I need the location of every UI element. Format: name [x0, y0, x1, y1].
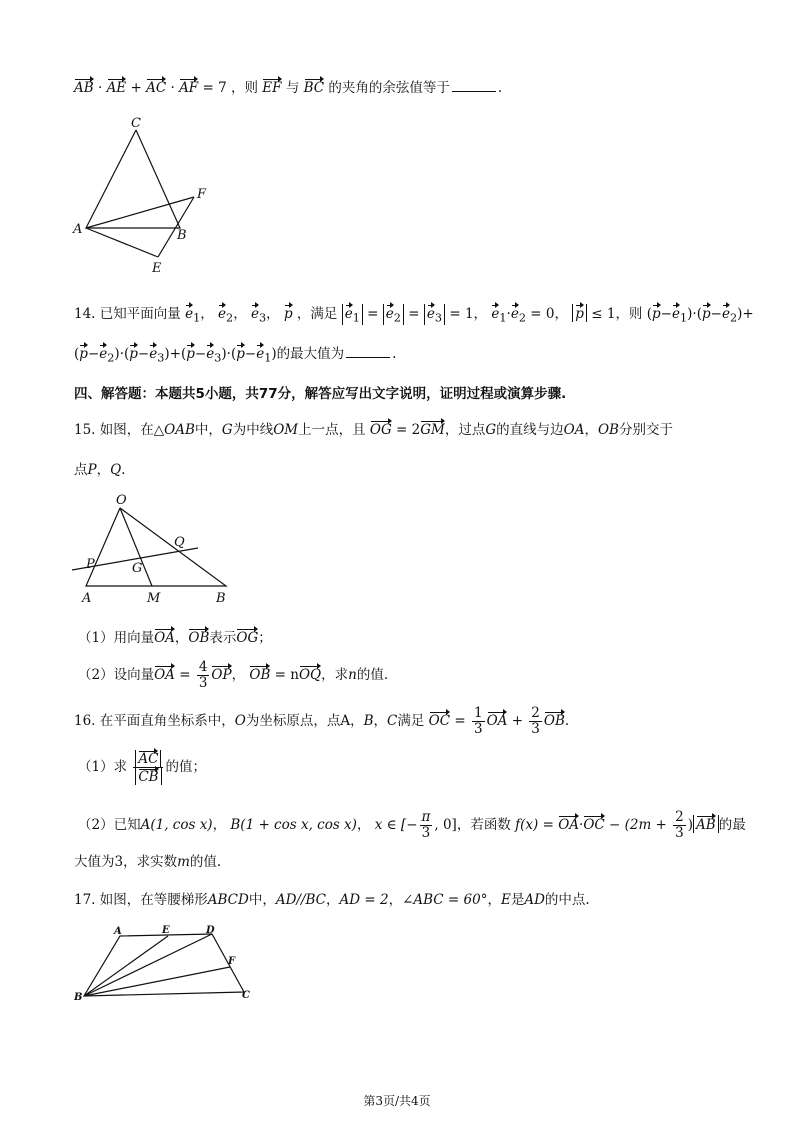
label-f: F — [197, 187, 207, 202]
section-heading: 四、解答题：本题共5小题，共77分，解答应写出文字说明，证明过程或演算步骤. — [74, 386, 567, 402]
label-b: B — [74, 992, 83, 1003]
answer-blank — [346, 357, 390, 358]
vec-e3: e — [251, 306, 259, 322]
vec-gm: GM — [420, 422, 445, 438]
segment-ae — [86, 228, 158, 257]
vec-ae: AE — [106, 80, 127, 96]
vec-ab: AB — [74, 80, 94, 96]
label-c: C — [242, 990, 250, 1001]
q16-part1: （1）求 $\frac{AC}{CB}$ 的值； — [78, 751, 206, 785]
label-a: A — [114, 926, 122, 937]
q13-text2: 与 — [285, 80, 300, 96]
q14-line1: 14. 已知平面向量 $e_1$， $e_2$， $e_3$， p ，满足 $e_1 = e_2 = e_3 = 1$， $e_1\cdot e_2 = 0$， p ≤ 1，则 $(p-e_1)\cdot(p-e_2)+$ — [74, 306, 754, 325]
vec-ac: AC — [146, 80, 167, 96]
label-c: C — [131, 116, 141, 131]
label-a: A — [82, 591, 92, 606]
label-d: D — [206, 925, 215, 936]
eq-tail: = 7 — [202, 80, 227, 96]
q13-text1: ，则 — [230, 80, 258, 96]
q15-part2: （2）设向量OA = $\frac{4}{3}$ OP， OB = nOQ，求n的值. — [78, 659, 389, 691]
q15-figure — [68, 490, 248, 608]
triangle-abc — [86, 130, 180, 228]
q16-line1: 16. 在平面直角坐标系中，O为坐标原点，点A，B，C满足 OC = $\frac{1}{3}$ OA + $\frac{2}{3}$ OB. — [74, 705, 570, 737]
q14-satisfy: ，满足 — [296, 306, 338, 322]
label-q: Q — [174, 535, 185, 550]
label-f: F — [228, 956, 236, 967]
label-b: B — [216, 591, 226, 606]
triangle-oab — [86, 508, 226, 586]
vec-og: OG — [369, 422, 392, 438]
vec-e1: e — [185, 306, 194, 322]
q13-text3: 的夹角的余弦值等于 — [328, 80, 450, 96]
vec-af: AF — [179, 80, 199, 96]
q16-line3: 大值为3，求实数m的值. — [74, 854, 222, 870]
segment-bf — [84, 967, 230, 996]
q16-part2: （2）已知A(1, cos x)， B(1 + cos x, cos x)， x ∈ [− $\frac{\pi}{3}$ , 0]，若函数 f(x) = OA·OC − (2m + $\frac{2}{3}$ ) AB 的最 — [78, 809, 746, 841]
label-e: E — [162, 925, 170, 936]
q17-line1: 17. 如图，在等腰梯形ABCD中，AD//BC，AD = 2，∠ABC = 60°，E是AD的中点. — [74, 892, 590, 908]
q15-line1: 15. 如图，在△OAB中，G为中线OM上一点，且 OG = 2GM，过点G的直线与边OA，OB分别交于 — [74, 422, 673, 438]
label-p: P — [86, 557, 95, 572]
q14-max-text: 的最大值为 — [276, 346, 345, 362]
label-m: M — [147, 591, 161, 606]
vec-ef: EF — [262, 80, 282, 96]
answer-blank — [452, 91, 496, 92]
q14-number: 14. 已知平面向量 — [74, 306, 181, 322]
label-g: G — [132, 561, 143, 576]
vec-e2: e — [218, 306, 227, 322]
q14-line2: $(p-e_2)\cdot(p-e_3)+(p-e_3)\cdot(p-e_1)$的最大值为 . — [74, 346, 397, 365]
q13-condition-line: AB · AE + AC · AF = 7 ，则 EF 与 BC 的夹角的余弦值等于 . — [74, 80, 503, 96]
vec-bc: BC — [303, 80, 325, 96]
q13-figure — [70, 110, 220, 280]
q15-line2: 点P，Q. — [74, 462, 126, 478]
label-b: B — [177, 228, 187, 243]
q17-figure — [72, 920, 262, 1010]
q15-part1: （1）用向量OA，OB表示OG； — [78, 630, 272, 646]
label-o: O — [116, 493, 127, 508]
trapezoid-abcd — [84, 934, 244, 996]
vec-p: p — [283, 306, 293, 322]
page-footer: 第3页/共4页 — [363, 1094, 431, 1108]
label-e: E — [152, 261, 162, 276]
q13-end: . — [497, 80, 503, 96]
label-a: A — [73, 222, 83, 237]
segment-be — [84, 936, 168, 996]
